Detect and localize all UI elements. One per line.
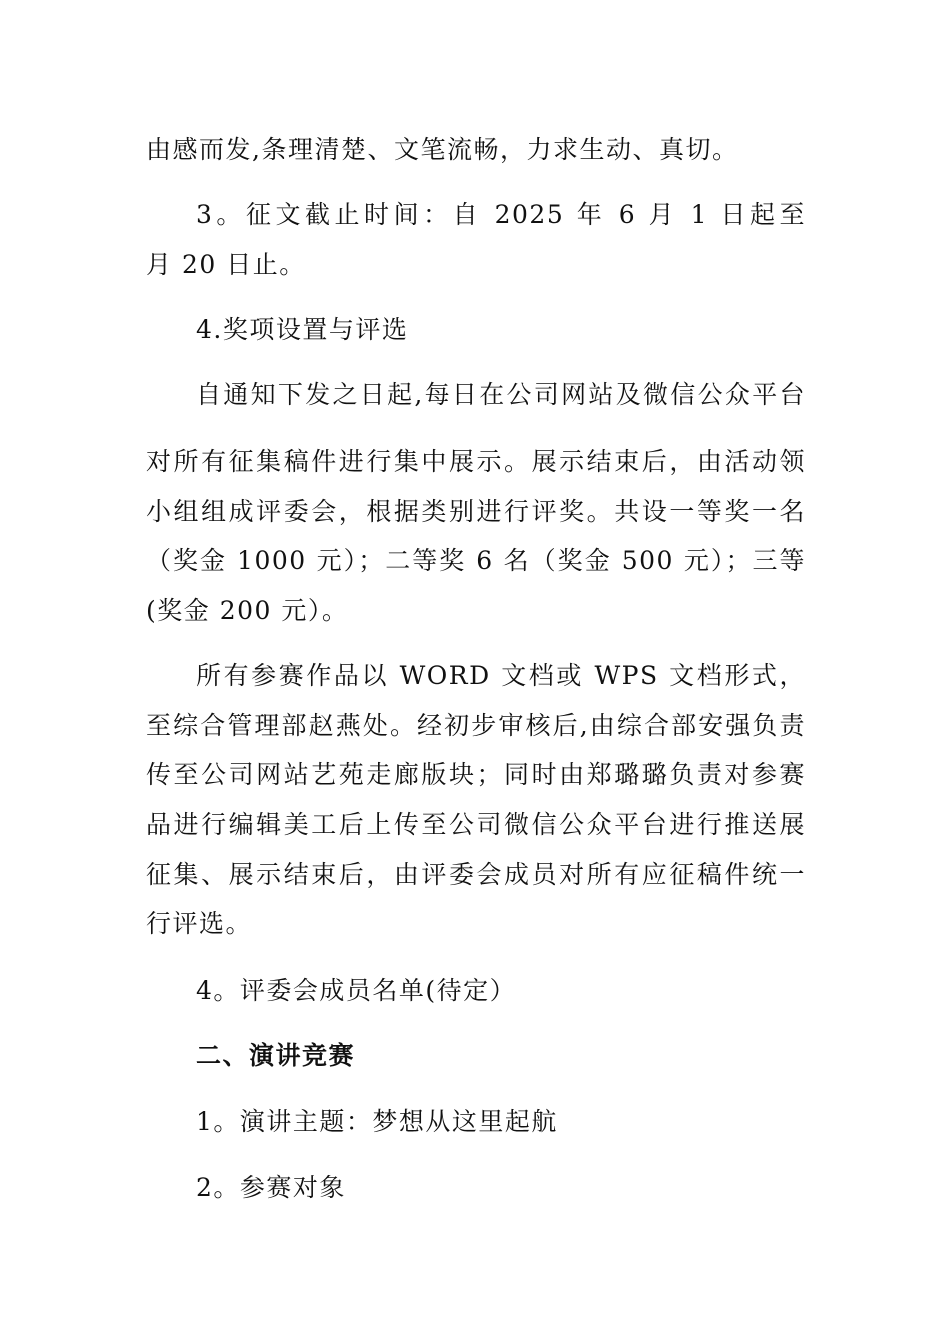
section-heading: 2。参赛对象 bbox=[196, 1173, 346, 1202]
paragraph-line: 由感而发,条理清楚、文笔流畅，力求生动、真切。 bbox=[146, 135, 739, 164]
paragraph-line: 所有参赛作品以 WORD 文档或 WPS 文档形式， bbox=[196, 661, 806, 690]
paragraph-line: 征集、展示结束后，由评委会成员对所有应征稿件统一 bbox=[146, 860, 806, 889]
paragraph-line: （奖金 1000 元）；二等奖 6 名（奖金 500 元）；三等 bbox=[146, 546, 806, 575]
paragraph-line: (奖金 200 元）。 bbox=[146, 596, 349, 625]
paragraph-line: 行评选。 bbox=[146, 909, 253, 938]
paragraph-line: 小组组成评委会，根据类别进行评奖。共设一等奖一名 bbox=[146, 497, 806, 526]
paragraph-line: 月 20 日止。 bbox=[146, 250, 306, 279]
section-heading: 4.奖项设置与评选 bbox=[196, 315, 409, 344]
paragraph-line: 传至公司网站艺苑走廊版块；同时由郑璐璐负责对参赛 bbox=[146, 760, 806, 789]
chapter-heading: 二、演讲竞赛 bbox=[196, 1041, 356, 1070]
section-heading: 1。演讲主题：梦想从这里起航 bbox=[196, 1107, 558, 1136]
paragraph-line: 品进行编辑美工后上传至公司微信公众平台进行推送展 bbox=[146, 810, 806, 839]
section-heading: 4。评委会成员名单(待定） bbox=[196, 976, 517, 1005]
paragraph-line: 对所有征集稿件进行集中展示。展示结束后，由活动领 bbox=[146, 447, 806, 476]
paragraph-line: 至综合管理部赵燕处。经初步审核后,由综合部安强负责 bbox=[146, 711, 806, 740]
paragraph-line: 3。征文截止时间：自 2025 年 6 月 1 日起至 bbox=[196, 200, 806, 229]
paragraph-line: 自通知下发之日起,每日在公司网站及微信公众平台 bbox=[196, 380, 806, 409]
